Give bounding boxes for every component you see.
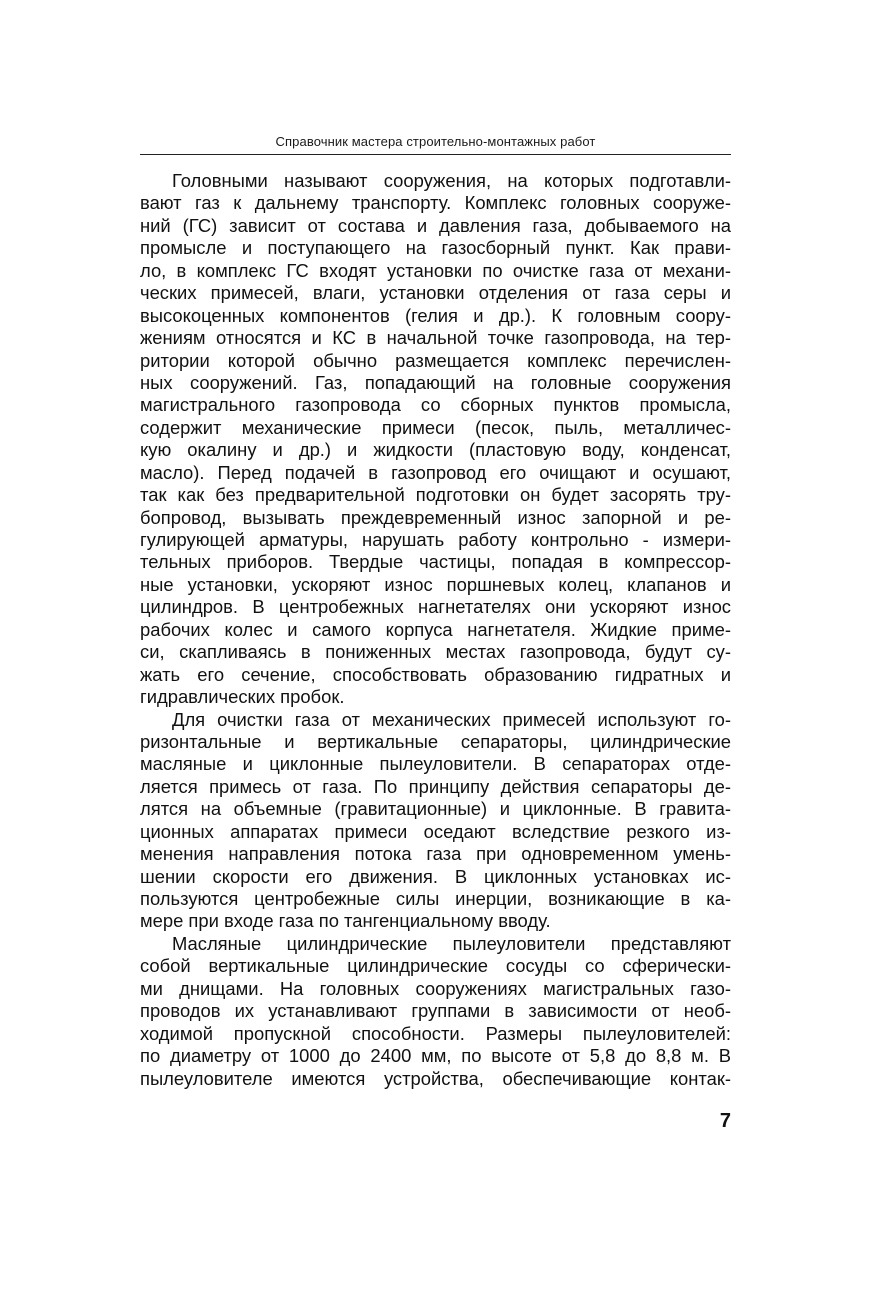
text-line: ло, в комплекс ГС входят установки по очистке газа от механи- [140,259,731,281]
text-line: масляные и циклонные пылеуловители. В сепараторах отде- [140,753,731,775]
text-line: кую окалину и др.) и жидкости (пластовую воду, конденсат, [140,439,731,461]
text-line: си, скапливаясь в пониженных местах газопровода, будут су- [140,641,731,663]
text-line: Масляные цилиндрические пылеуловители представляют [172,932,731,954]
text-line: промысле и поступающего на газосборный пункт. Как прави- [140,237,731,259]
text-line: пылеуловителе имеются устройства, обеспечивающие контак- [140,1067,731,1089]
text-line: бопровод, вызывать преждевременный износ запорной и ре- [140,506,731,528]
text-line: мере при входе газа по тангенциальному вводу. [140,910,551,932]
running-head: Справочник мастера строительно-монтажных работ [275,134,596,149]
text-line: жениям относятся и КС в начальной точке газопровода, на тер- [140,327,731,349]
header-rule [140,154,731,155]
page-number: 7 [719,1110,731,1132]
text-line: ми днищами. На головных сооружениях магистральных газо- [140,977,731,999]
text-line: рабочих колес и самого корпуса нагнетателя. Жидкие приме- [140,618,731,640]
text-line: ризонтальные и вертикальные сепараторы, цилиндрические [140,730,731,752]
text-line: вают газ к дальнему транспорту. Комплекс головных сооруже- [140,192,731,214]
text-line: ных сооружений. Газ, попадающий на головные сооружения [140,371,731,393]
text-line: проводов их устанавливают группами в зависимости от необ- [140,1000,731,1022]
body-text [140,170,731,1090]
text-line: менения направления потока газа при одновременном умень- [140,843,731,865]
text-line: высокоценных компонентов (гелия и др.). К головным соору- [140,304,731,326]
text-line: Головными называют сооружения, на которых подготавли- [172,170,731,191]
text-line: ционных аппаратах примеси оседают вследствие резкого из- [140,820,731,842]
text-line: ходимой пропускной способности. Размеры пылеуловителей: [140,1022,731,1044]
text-line: масло). Перед подачей в газопровод его очищают и осушают, [140,461,731,483]
text-line: гулирующей арматуры, нарушать работу контрольно - измери- [140,529,731,550]
text-line: жать его сечение, способствовать образованию гидратных и [140,663,731,685]
text-line: гидравлических пробок. [140,686,345,708]
text-line: шении скорости его движения. В циклонных установках ис- [140,865,731,887]
text-line: так как без предварительной подготовки он будет засорять тру- [140,484,731,506]
text-line: ческих примесей, влаги, установки отделения от газа серы и [140,282,731,304]
text-line: ные установки, ускоряют износ поршневых колец, клапанов и [140,573,731,595]
text-line: содержит механические примеси (песок, пыль, металличес- [140,416,731,438]
text-line: Для очистки газа от механических примесей используют го- [172,708,731,730]
text-line: магистрального газопровода со сборных пунктов промысла, [140,394,731,416]
text-line: цилиндров. В центробежных нагнетателях они ускоряют износ [140,596,731,618]
text-line: по диаметру от 1000 до 2400 мм, по высоте от 5,8 до 8,8 м. В [140,1045,731,1067]
text-line: ний (ГС) зависит от состава и давления газа, добываемого на [140,214,731,236]
text-line: лятся на объемные (гравитационные) и циклонные. В гравита- [140,798,731,820]
text-line: собой вертикальные цилиндрические сосуды со сферически- [140,955,731,977]
text-line: пользуются центробежные силы инерции, возникающие в ка- [140,888,731,909]
text-line: ритории которой обычно размещается комплекс перечислен- [140,349,731,371]
text-line: ляется примесь от газа. По принципу действия сепараторы де- [140,775,731,797]
text-line: тельных приборов. Твердые частицы, попадая в компрессор- [140,551,731,573]
